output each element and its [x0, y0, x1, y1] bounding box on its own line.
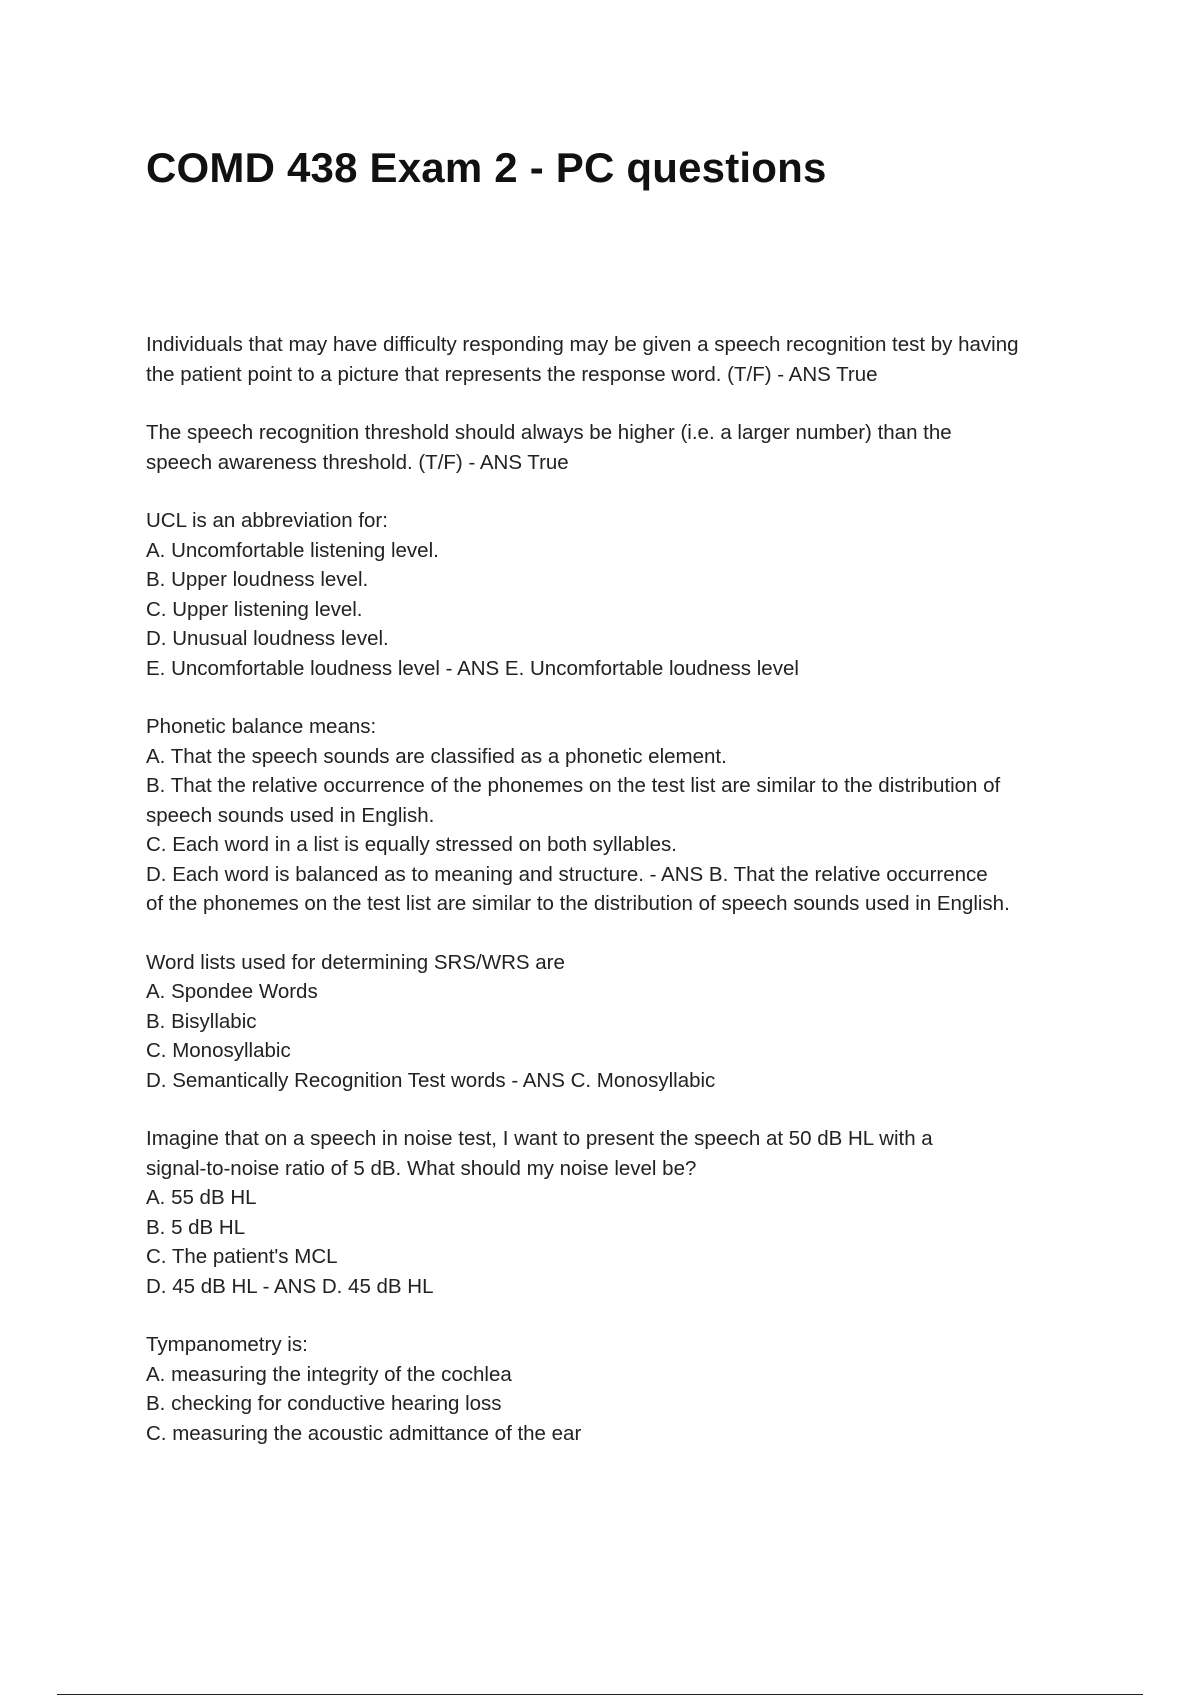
question-block — [146, 712, 1096, 919]
answer-option: B. That the relative occurrence of the phonemes on the test list are similar to the distribution of — [146, 774, 1001, 797]
answer-option: C. Monosyllabic — [146, 1039, 291, 1062]
answer-option: C. Each word in a list is equally stressed on both syllables. — [146, 833, 677, 856]
answer-option: D. Each word is balanced as to meaning and structure. - ANS B. That the relative occurrence — [146, 862, 988, 886]
answer-option: C. The patient's MCL — [146, 1245, 338, 1268]
question-text: Tympanometry is: — [146, 1333, 308, 1356]
answer-option: D. Semantically Recognition Test words - ANS C. Monosyllabic — [146, 1068, 716, 1092]
question-text: Imagine that on a speech in noise test, I want to present the speech at 50 dB HL with a — [146, 1127, 933, 1150]
answer-option: B. 5 dB HL — [146, 1215, 246, 1239]
question-block — [146, 948, 1096, 1096]
question-text: the patient point to a picture that represents the response word. (T/F) - ANS True — [146, 362, 878, 386]
answer-option: B. Upper loudness level. — [146, 568, 369, 591]
answer-option: of the phonemes on the test list are similar to the distribution of speech sounds used in English. — [146, 892, 1010, 915]
answer-option: A. Spondee Words — [146, 980, 318, 1003]
page-title: COMD 438 Exam 2 - PC questions — [146, 144, 827, 191]
question-block — [146, 330, 1096, 389]
question-text: Word lists used for determining SRS/WRS are — [146, 950, 565, 974]
question-text: UCL is an abbreviation for: — [146, 509, 388, 532]
question-block — [146, 1330, 1096, 1448]
question-list — [146, 330, 1096, 1477]
answer-option: C. measuring the acoustic admittance of the ear — [146, 1421, 582, 1445]
answer-option: E. Uncomfortable loudness level - ANS E. Uncomfortable loudness level — [146, 656, 799, 680]
question-text: speech awareness threshold. (T/F) - ANS True — [146, 450, 569, 474]
answer-option: B. Bisyllabic — [146, 1009, 257, 1033]
answer-option: D. 45 dB HL - ANS D. 45 dB HL — [146, 1274, 434, 1298]
answer-option: A. Uncomfortable listening level. — [146, 538, 439, 562]
answer-option: D. Unusual loudness level. — [146, 627, 389, 650]
answer-option: speech sounds used in English. — [146, 803, 435, 827]
question-text: The speech recognition threshold should always be higher (i.e. a larger number) than the — [146, 421, 952, 444]
question-text: signal-to-noise ratio of 5 dB. What should my noise level be? — [146, 1156, 697, 1180]
question-text: Individuals that may have difficulty responding may be given a speech recognition test by having — [146, 333, 1019, 356]
question-text: Phonetic balance means: — [146, 715, 377, 738]
answer-option: C. Upper listening level. — [146, 597, 363, 621]
footer-divider — [57, 1694, 1143, 1695]
answer-option: A. 55 dB HL — [146, 1186, 257, 1209]
question-block — [146, 418, 1096, 477]
question-block — [146, 1124, 1096, 1301]
answer-option: A. That the speech sounds are classified as a phonetic element. — [146, 744, 727, 768]
question-block — [146, 506, 1096, 683]
answer-option: B. checking for conductive hearing loss — [146, 1392, 502, 1415]
answer-option: A. measuring the integrity of the cochlea — [146, 1362, 512, 1386]
